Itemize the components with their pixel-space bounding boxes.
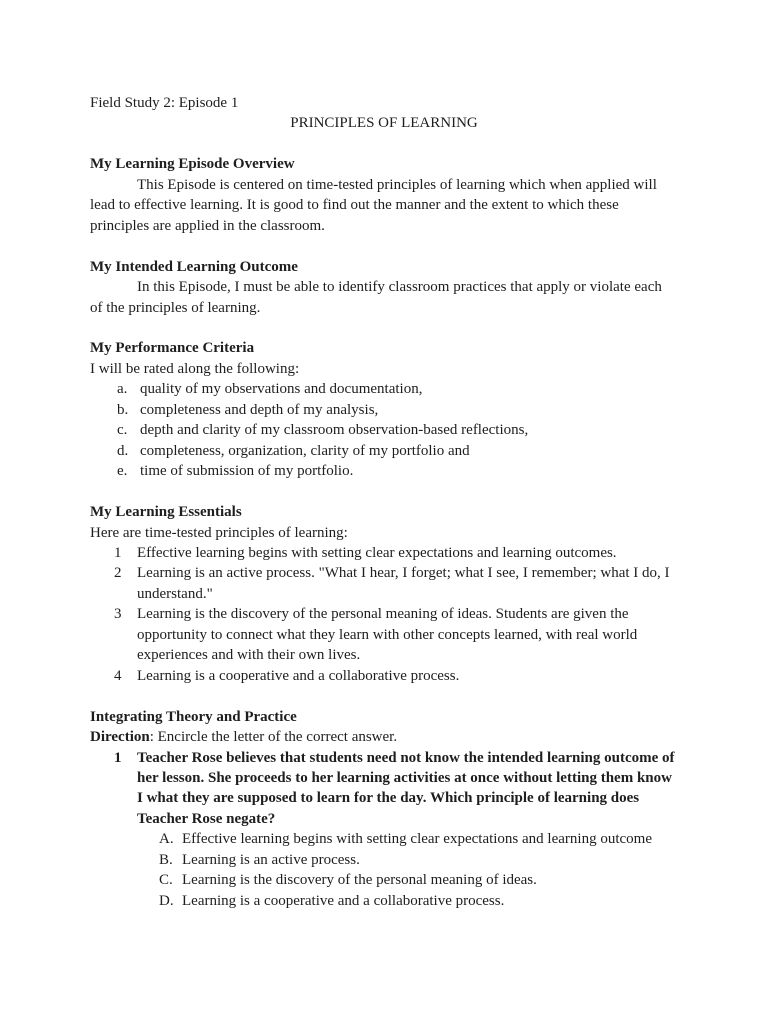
item-text-continued: opportunity to connect what they learn with other concepts learned, with real world [137,626,638,643]
criteria-item [90,400,678,420]
question-text-continued: I what they are supposed to learn for the day. Which principle of learning does [137,790,640,807]
choice-letter: D. [159,892,174,909]
episode-label: Field Study 2: Episode 1 [90,95,239,111]
item-text: depth and clarity of my classroom observation-based reflections, [140,422,529,439]
criteria-item [90,420,678,440]
item-text: completeness and depth of my analysis, [140,401,379,418]
criteria-intro: I will be rated along the following: [90,360,300,377]
item-text: completeness, organization, clarity of my portfolio and [140,442,470,459]
criteria-section [90,338,678,481]
answer-choice [90,870,678,890]
answer-choice [90,829,678,849]
item-marker: c. [117,422,128,439]
item-marker: a. [117,381,128,398]
principle-item [90,543,678,563]
paragraph-line: lead to effective learning. It is good to find out the manner and the extent to which these [90,197,619,214]
item-marker: b. [117,401,129,418]
item-text-continued: understand." [137,585,213,602]
principle-item [90,563,678,583]
question-text-continued: Teacher Rose negate? [137,810,276,827]
item-text: Learning is an active process. "What I hear, I forget; what I see, I remember; what I do, I [137,565,670,582]
choice-text: Learning is the discovery of the personal meaning of ideas. [182,872,537,889]
answer-choice [90,891,678,911]
item-marker: e. [117,463,128,480]
item-text: time of submission of my portfolio. [140,463,354,480]
paragraph-line: In this Episode, I must be able to identify classroom practices that apply or violate each [137,279,662,296]
criteria-item [90,461,678,481]
section-heading: My Learning Essentials [90,504,242,521]
blank-line [90,482,678,502]
paragraph-line: of the principles of learning. [90,299,261,316]
choice-text: Learning is an active process. [182,851,360,868]
item-number: 2 [114,565,122,582]
section-heading: My Performance Criteria [90,340,255,357]
question-stem [90,748,678,768]
principle-item [90,604,678,624]
section-heading: Integrating Theory and Practice [90,708,297,725]
direction-label: Direction [90,729,150,746]
item-number: 1 [114,544,122,561]
question-number: 1 [114,749,122,766]
choice-letter: A. [159,831,174,848]
item-text: Learning is the discovery of the personal meaning of ideas. Students are given the [137,606,629,623]
choice-letter: B. [159,851,173,868]
overview-section [90,154,678,236]
essentials-section [90,502,678,686]
criteria-item [90,379,678,399]
item-text: Effective learning begins with setting clear expectations and learning outcomes. [137,544,617,561]
criteria-item [90,441,678,461]
choice-letter: C. [159,872,173,889]
practice-section [90,707,678,912]
item-text: Learning is a cooperative and a collaborative process. [137,667,460,684]
answer-choice [90,850,678,870]
blank-line [90,686,678,706]
direction-line [90,727,678,747]
item-number: 3 [114,606,122,623]
choice-text: Learning is a cooperative and a collaborative process. [182,892,505,909]
blank-line [90,236,678,256]
essentials-intro: Here are time-tested principles of learning: [90,524,348,541]
item-text-continued: experiences and with their own lives. [137,647,361,664]
paragraph-line: principles are applied in the classroom. [90,217,325,234]
question-item [90,748,678,912]
blank-line [90,318,678,338]
section-heading: My Intended Learning Outcome [90,258,298,275]
section-heading: My Learning Episode Overview [90,156,295,173]
question-text-continued: her lesson. She proceeds to her learning activities at once without letting them know [137,769,672,786]
principle-item [90,666,678,686]
item-marker: d. [117,442,129,459]
document-body [90,93,678,911]
item-text: quality of my observations and documentation, [140,381,423,398]
choice-text: Effective learning begins with setting clear expectations and learning outcome [182,831,652,848]
paragraph-line: This Episode is centered on time-tested principles of learning which when applied will [137,176,657,193]
document-title: PRINCIPLES OF LEARNING [290,115,478,132]
item-number: 4 [114,667,122,684]
outcome-section [90,257,678,318]
direction-text: : Encircle the letter of the correct answer. [149,729,398,746]
question-text: Teacher Rose believes that students need not know the intended learning outcome of [137,749,675,766]
blank-line [90,134,678,154]
